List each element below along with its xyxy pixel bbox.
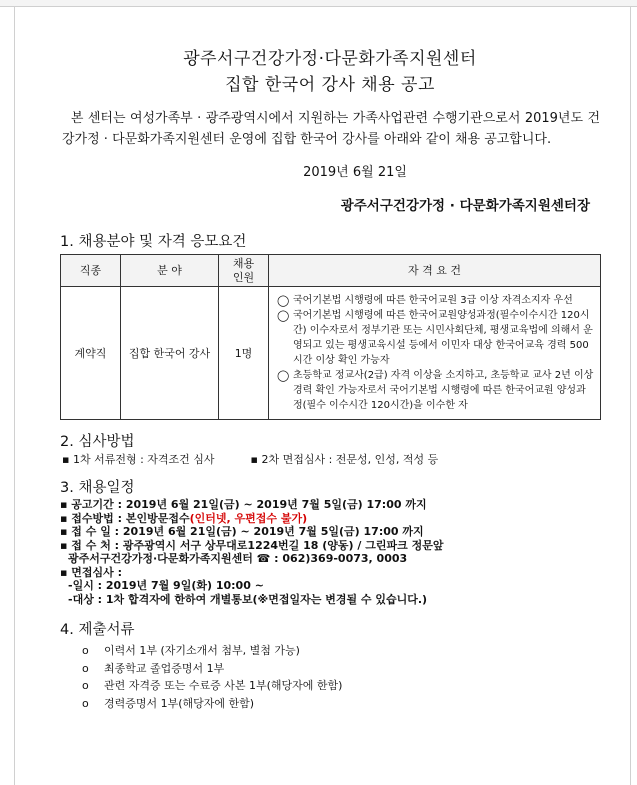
list-item — [82, 677, 600, 695]
document-subtitle: 집합 한국어 강사 채용 공고 — [225, 75, 435, 95]
viewer-left-border — [14, 6, 15, 785]
circle-bullet-icon: ◯ — [277, 309, 290, 322]
interview-target: -대상 : 1차 합격자에 한하여 개별통보(※면접일자는 변경될 수 있습니다.) — [68, 592, 428, 606]
header-count-line1: 채용 — [232, 256, 255, 270]
method-note: (인터넷, 우편접수 불가) — [189, 511, 308, 525]
interview-date: -일시 : 2019년 7월 9일(화) 10:00 ~ — [68, 579, 264, 592]
cell-count: 1명 — [219, 287, 269, 420]
interview-label: ▪ 면접심사 : — [60, 565, 123, 579]
section1-heading: 1. 채용분야 및 자격 응모요건 — [60, 234, 247, 250]
receipt-period: ▪ 접 수 일 : 2019년 6월 21일(금) ~ 2019년 7월 5일(금) 17:00 까지 — [60, 525, 424, 538]
schedule-block — [60, 498, 600, 606]
list-item — [82, 660, 600, 678]
document-item-text: 최종학교 졸업증명서 1부 — [104, 661, 225, 675]
header-qualification: 자 격 요 건 — [269, 255, 601, 287]
document-item-text: 이력서 1부 (자기소개서 첨부, 별첨 가능) — [104, 644, 300, 657]
posting-period: ▪ 공고기간 : 2019년 6월 21일(금) ~ 2019년 7월 5일(금) 17:00 까지 — [60, 498, 427, 511]
circle-bullet-icon: o — [82, 661, 89, 675]
table-row — [61, 287, 601, 420]
screening-stages — [60, 452, 600, 468]
cell-qualification — [269, 287, 601, 420]
circle-bullet-icon: ◯ — [277, 369, 290, 382]
cell-field: 집합 한국어 강사 — [121, 287, 219, 420]
method-text: ▪ 접수방법 : 본인방문접수 — [60, 511, 190, 525]
viewer-right-border — [630, 6, 631, 785]
document-title: 광주서구건강가정·다문화가족지원센터 — [183, 49, 477, 69]
section2-heading: 2. 심사방법 — [60, 434, 135, 450]
qualification-item — [277, 368, 594, 413]
qualification-item — [277, 293, 594, 308]
document-item-text: 경력증명서 1부(해당자에 한함) — [104, 696, 255, 710]
qualification-text: 국어기본법 시행령에 따른 한국어교원양성과정(필수이수시간 120시간) 이수자로서 정부기관 또는 시민사회단체, 평생교육법에 의해서 운영되고 있는 평생교육시설 등에서 이민자 대상 한국어교육 경력 500시간 이상 확인 가능자 — [293, 310, 593, 366]
circle-bullet-icon: ◯ — [277, 294, 290, 307]
stage1-text: ▪ 1차 서류전형 : 자격조건 심사 — [62, 453, 215, 466]
requirements-table — [60, 254, 601, 420]
intro-text: 본 센터는 여성가족부 · 광주광역시에서 지원하는 가족사업관련 수행기관으로서 2019년도 건강가정 · 다문화가족지원센터 운영에 집합 한국어 강사를 아래와 같이 채용 공고합니다. — [62, 111, 601, 147]
header-count — [219, 255, 269, 287]
circle-bullet-icon: o — [82, 679, 89, 692]
section3-heading: 3. 채용일정 — [60, 480, 135, 496]
circle-bullet-icon: o — [82, 644, 89, 657]
signer: 광주서구건강가정 · 다문화가족지원센터장 — [340, 198, 590, 214]
table-header-row — [61, 255, 601, 287]
application-method — [60, 512, 600, 526]
intro-paragraph — [60, 108, 600, 150]
qualification-item — [277, 308, 594, 368]
list-item — [82, 642, 600, 660]
receipt-place: ▪ 접 수 처 : 광주광역시 서구 상무대로1224번길 18 (양동) / 그린파크 정문앞 — [60, 538, 444, 552]
cell-job-type: 계약직 — [61, 287, 121, 420]
qualification-list — [269, 293, 600, 413]
stage2-text: ▪ 2차 면접심사 : 전문성, 인성, 적성 등 — [250, 453, 439, 466]
circle-bullet-icon: o — [82, 696, 89, 710]
list-item — [82, 695, 600, 713]
announcement-date: 2019년 6월 21일 — [303, 165, 407, 180]
announcement-document — [60, 46, 600, 712]
qualification-text: 국어기본법 시행령에 따른 한국어교원 3급 이상 자격소지자 우선 — [293, 295, 573, 306]
header-count-line2: 인원 — [232, 270, 255, 284]
receipt-place-contact: 광주서구건강가정·다문화가족지원센터 ☎ : 062)369-0073, 0003 — [68, 552, 408, 565]
viewer-top-bar — [0, 0, 637, 7]
header-job-type: 직종 — [61, 255, 121, 287]
header-field: 분 야 — [121, 255, 219, 287]
required-documents — [60, 642, 600, 712]
document-item-text: 관련 자격증 또는 수료증 사본 1부(해당자에 한함) — [104, 679, 343, 692]
qualification-text: 초등학교 정교사(2급) 자격 이상을 소지하고, 초등학교 교사 2년 이상 경력 확인 가능자로서 국어기본법 시행령에 따른 한국어교원 양성과정(필수 이수시간 120시간)을 이수한 자 — [293, 370, 594, 411]
section4-heading: 4. 제출서류 — [60, 622, 135, 638]
